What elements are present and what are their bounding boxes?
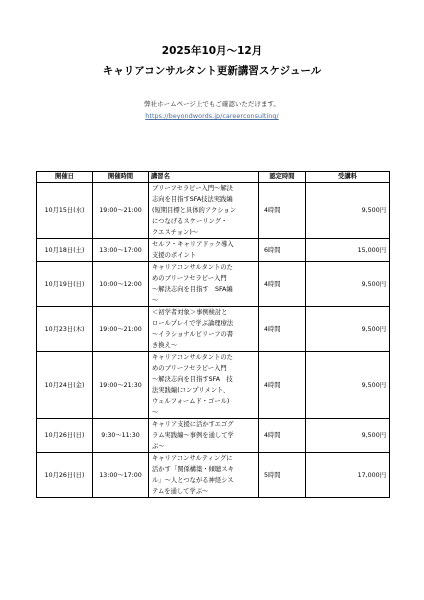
course-line: テムを通して学ぶ～ bbox=[152, 488, 209, 495]
cell-hours: 5時間 bbox=[259, 453, 306, 498]
table-row bbox=[37, 453, 390, 498]
header-course: 講習名 bbox=[149, 172, 259, 183]
cell-date: 10月26日(日) bbox=[37, 453, 93, 498]
course-line: につなげるスケーリング・ bbox=[152, 218, 228, 225]
table-row bbox=[37, 352, 390, 419]
cell-time: 19:00～21:00 bbox=[93, 307, 149, 352]
cell-time: 13:00～17:00 bbox=[93, 239, 149, 262]
document-title: キャリアコンサルタント更新講習スケジュール bbox=[102, 65, 322, 77]
cell-hours: 4時間 bbox=[259, 307, 306, 352]
cell-date: 10月19日(日) bbox=[37, 262, 93, 307]
cell-course bbox=[149, 239, 259, 262]
course-line: ＜初学者対象＞事例検討と bbox=[152, 309, 228, 316]
cell-time: 10:00～12:00 bbox=[93, 262, 149, 307]
course-line: キャリアコンサルタントのた bbox=[152, 354, 233, 361]
header-hours: 認定時間 bbox=[259, 172, 306, 183]
cell-hours: 6時間 bbox=[259, 239, 306, 262]
course-line: き換え～ bbox=[152, 342, 178, 349]
cell-date: 10月23日(木) bbox=[37, 307, 93, 352]
website-link[interactable]: https://beyondwords.jp/careerconsulting/ bbox=[145, 112, 279, 120]
cell-fee: 17,000円 bbox=[306, 453, 390, 498]
schedule-table bbox=[36, 171, 390, 498]
table-row bbox=[37, 307, 390, 352]
cell-date: 10月18日(土) bbox=[37, 239, 93, 262]
course-line: ～イラショナルビリーフの書 bbox=[152, 331, 234, 338]
cell-hours: 4時間 bbox=[259, 183, 306, 239]
course-line: (短期目標と具体的アクション bbox=[152, 207, 237, 214]
cell-course bbox=[149, 453, 259, 498]
course-line: キャリア支援に活かすエゴグ bbox=[152, 421, 234, 428]
website-link-line bbox=[0, 112, 424, 121]
header-date: 開催日 bbox=[37, 172, 93, 183]
course-line: めのブリーフセラピー入門 bbox=[152, 275, 227, 282]
course-line: ウェルフォームド・ゴール) bbox=[152, 398, 230, 405]
table-header-row bbox=[37, 172, 390, 183]
course-line: ブリーフセラピー入門～解決 bbox=[152, 185, 233, 192]
cell-fee: 9,500円 bbox=[306, 183, 390, 239]
cell-fee: 9,500円 bbox=[306, 419, 390, 453]
course-line: キャリアコンサルタントのた bbox=[152, 264, 233, 271]
cell-hours: 4時間 bbox=[259, 419, 306, 453]
cell-time: 19:00～21:30 bbox=[93, 352, 149, 419]
cell-date: 10月26日(日) bbox=[37, 419, 93, 453]
website-note: 弊社ホームページ上でもご確認いただけます。 bbox=[144, 100, 280, 108]
table-row bbox=[37, 262, 390, 307]
cell-hours: 4時間 bbox=[259, 262, 306, 307]
course-line: めのブリーフセラピー入門 bbox=[152, 365, 227, 372]
course-line: ～解決志向を目指すSFA 技 bbox=[152, 376, 233, 383]
cell-hours: 4時間 bbox=[259, 352, 306, 419]
course-line: ～ bbox=[152, 409, 159, 416]
cell-time: 13:00～17:00 bbox=[93, 453, 149, 498]
course-line: 活かす「関係構築・傾聴スキ bbox=[152, 466, 234, 473]
header-fee: 受講料 bbox=[306, 172, 390, 183]
cell-course bbox=[149, 352, 259, 419]
course-line: クエスチョン)～ bbox=[152, 229, 199, 236]
cell-date: 10月24日(金) bbox=[37, 352, 93, 419]
course-line: ぶ～ bbox=[152, 443, 165, 450]
cell-course bbox=[149, 419, 259, 453]
document-title-period: 2025年10月～12月 bbox=[161, 45, 263, 57]
course-line: 支援のポイント bbox=[152, 252, 197, 259]
cell-time: 9:30～11:30 bbox=[93, 419, 149, 453]
course-line: ル」～人とつながる神経シス bbox=[152, 477, 234, 484]
cell-fee: 9,500円 bbox=[306, 262, 390, 307]
course-line: ラム実践編～事例を通して学 bbox=[152, 432, 234, 439]
cell-fee: 9,500円 bbox=[306, 307, 390, 352]
cell-date: 10月15日(水) bbox=[37, 183, 93, 239]
cell-course bbox=[149, 183, 259, 239]
course-line: セルフ・キャリアドック導入 bbox=[152, 241, 234, 248]
cell-course bbox=[149, 307, 259, 352]
course-line: 志向を目指すSFA技法実践編 bbox=[152, 196, 233, 203]
table-row bbox=[37, 183, 390, 239]
cell-fee: 15,000円 bbox=[306, 239, 390, 262]
table-row bbox=[37, 239, 390, 262]
course-line: 法実践編(コンプリメント、 bbox=[152, 387, 230, 394]
cell-fee: 9,500円 bbox=[306, 352, 390, 419]
cell-course bbox=[149, 262, 259, 307]
cell-time: 19:00～21:00 bbox=[93, 183, 149, 239]
course-line: ～解決志向を目指す SFA編 bbox=[152, 286, 233, 293]
table-row bbox=[37, 419, 390, 453]
header-time: 開催時間 bbox=[93, 172, 149, 183]
course-line: ロールプレイで学ぶ論理療法 bbox=[152, 320, 234, 327]
course-line: キャリアコンサルティングに bbox=[152, 455, 233, 462]
course-line: ～ bbox=[152, 297, 159, 304]
